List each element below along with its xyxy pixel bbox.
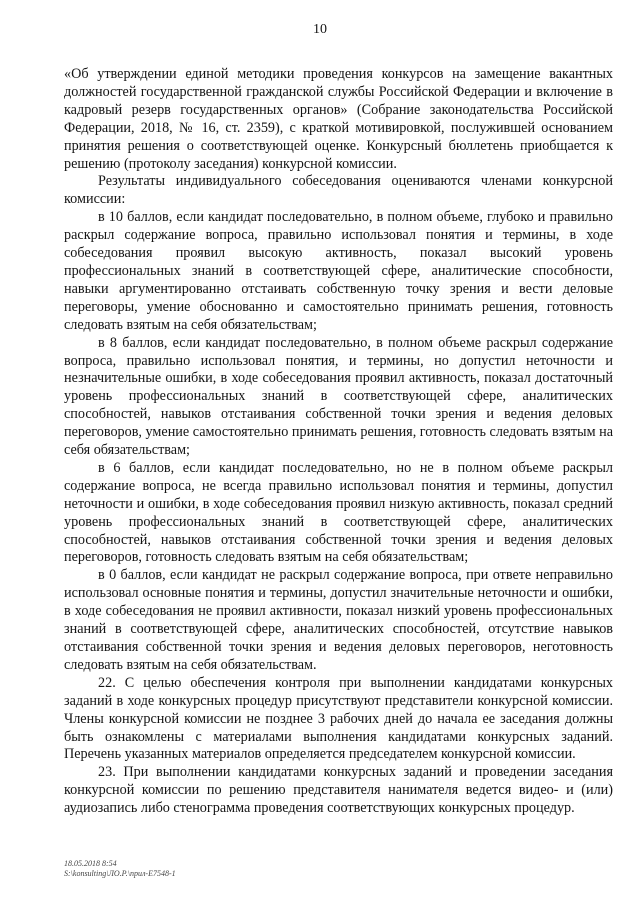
paragraph-score-6: в 6 баллов, если кандидат последовательно, но не в полном объеме раскрыл содержание вопроса, не всегда правильно использовал понятия и термины, допустил неточности и ошибки, в ходе собеседования проявил низкую активность, показал средний уровень профессиональных знаний в соответствующей сфере, аналитических способностей, навыков отстаивания собственной точки зрения и ведения деловых переговоров, готовность следовать взятым на себя обязательствам; bbox=[64, 459, 613, 566]
paragraph-continuation: «Об утверждении единой методики проведения конкурсов на замещение вакантных должностей государственной гражданской службы Российской Федерации и включение в кадровый резерв государственных органов» (Собрание законодательства Российской Федерации, 2018, № 16, ст. 2359), с краткой мотивировкой, послужившей основанием принятия решения о соответствующей оценке. Конкурсный бюллетень приобщается к решению (протоколу заседания) конкурсной комиссии. bbox=[64, 66, 613, 172]
footer-file-path: S:\konsulting\ЛО.Р.\прил-Е7548-1 bbox=[64, 869, 176, 878]
paragraph-clause-23: 23. При выполнении кандидатами конкурсных заданий и проведении заседания конкурсной комиссии по решению представителя нанимателя ведется видео- и (или) аудиозапись либо стенограмма проведения соответствующих конкурсных процедур. bbox=[64, 764, 613, 817]
paragraph-score-8: в 8 баллов, если кандидат последовательно, в полном объеме раскрыл содержание вопроса, правильно использовал понятия, и термины, но допустил неточности и незначительные ошибки, в ходе собеседования проявил активность, показал достаточный уровень профессиональных знаний в соответствующей сфере, аналитических способностей, навыков отстаивания собственной точки зрения и ведения деловых переговоров, умение самостоятельно принимать решения, готовность следовать взятым на себя обязательствам; bbox=[64, 334, 613, 459]
paragraph-interview-results: Результаты индивидуального собеседования оцениваются членами конкурсной комиссии: bbox=[64, 173, 613, 208]
paragraph-score-0: в 0 баллов, если кандидат не раскрыл содержание вопроса, при ответе неправильно использовал основные понятия и термины, допустил значительные неточности и ошибки, в ходе собеседования не проявил активности, показал низкий уровень профессиональных знаний в соответствующей сфере, аналитических способностей, отсутствие навыков отстаивания собственной точки зрения и ведения деловых переговоров, неготовность следовать взятым на себя обязательствам. bbox=[64, 567, 613, 673]
document-footer bbox=[64, 859, 176, 879]
page-number: 10 bbox=[313, 22, 327, 37]
paragraph-clause-22: 22. С целью обеспечения контроля при выполнении кандидатами конкурсных заданий в ходе конкурсных процедур присутствуют представители конкурсной комиссии. Члены конкурсной комиссии не позднее 3 рабочих дней до начала ее заседания должны быть ознакомлены с материалами выполнения кандидатами конкурсных заданий. Перечень указанных материалов определяется председателем конкурсной комиссии. bbox=[64, 674, 613, 763]
paragraph-score-10: в 10 баллов, если кандидат последовательно, в полном объеме, глубоко и правильно раскрыл содержание вопроса, правильно использовал понятия и термины, в ходе собеседования проявил высокую активность, показал высокий уровень профессиональных знаний в соответствующей сфере, аналитические способности, навыки аргументированно отстаивать собственную точку зрения и вести деловые переговоры, умение обоснованно и самостоятельно принимать решения, готовность следовать взятым на себя обязательствам; bbox=[64, 209, 613, 333]
document-body bbox=[64, 66, 613, 818]
footer-date: 18.05.2018 8:54 bbox=[64, 859, 117, 868]
